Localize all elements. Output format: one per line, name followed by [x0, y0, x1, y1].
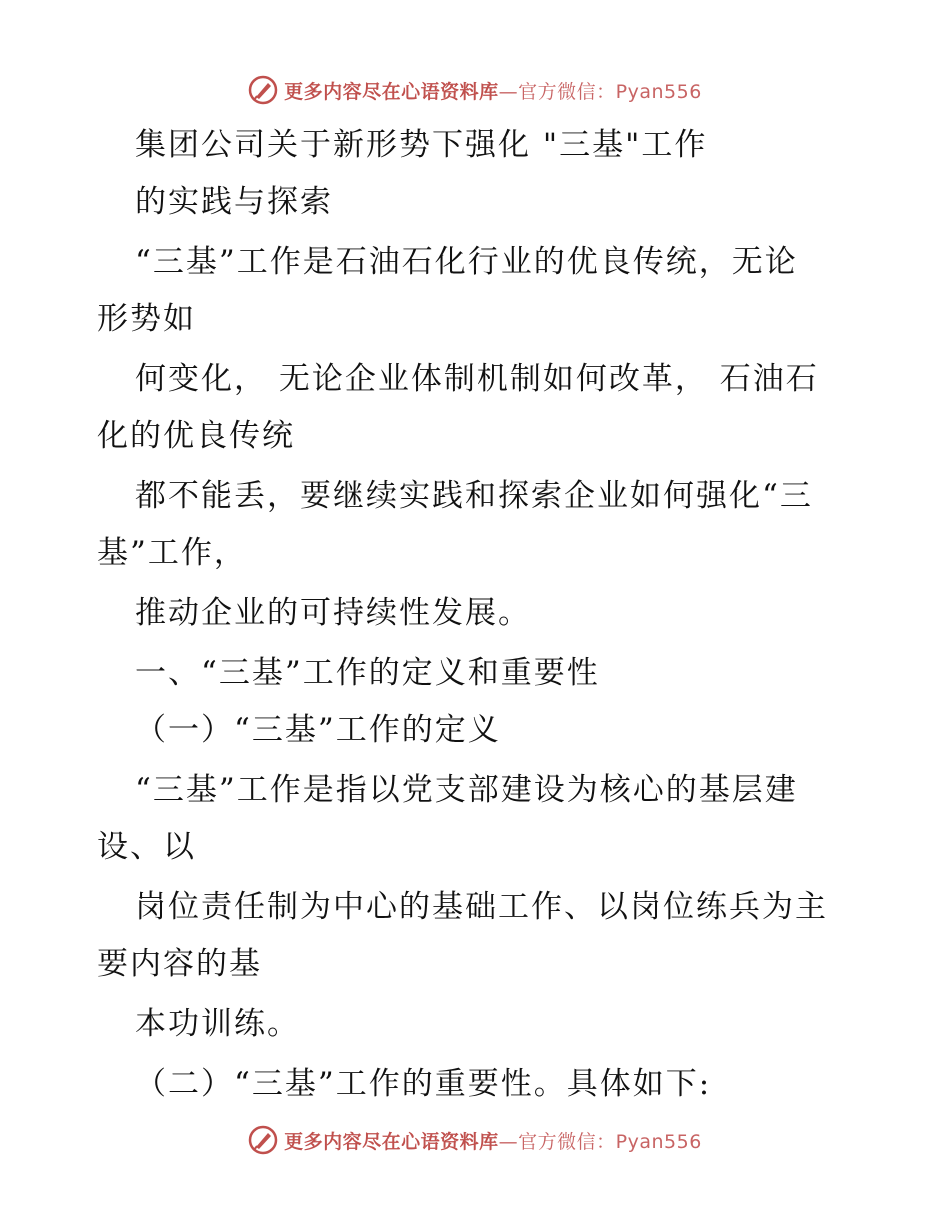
watermark-dash: — [498, 1130, 519, 1153]
watermark-contact: 官方微信：Pyan556 [518, 1130, 702, 1153]
subsection-heading-1: （一）“三基”工作的定义 [135, 712, 501, 748]
paragraph-line: 基”工作， [97, 535, 247, 571]
section-heading-1: 一、“三基”工作的定义和重要性 [135, 655, 600, 691]
doc-title-line-2: 的实践与探索 [135, 184, 333, 220]
footer-watermark [0, 1120, 950, 1160]
paragraph-line: 岗位责任制为中心的基础工作、以岗位练兵为主 [135, 889, 828, 925]
paragraph-line: 何变化， 无论企业体制机制如何改革， 石油石 [135, 361, 819, 397]
quill-pen-circle-icon [248, 75, 278, 105]
document-body [97, 125, 857, 1104]
paragraph-line: 设、以 [97, 829, 196, 865]
doc-title-line-1: 集团公司关于新形势下强化 "三基"工作 [135, 127, 708, 163]
header-watermark [0, 70, 950, 110]
paragraph-line: 都不能丢，要继续实践和探索企业如何强化“三 [135, 478, 813, 514]
watermark-brand: 更多内容尽在心语资料库 [284, 80, 499, 103]
paragraph-line: 本功训练。 [135, 1006, 300, 1042]
watermark-contact: 官方微信：Pyan556 [518, 80, 702, 103]
paragraph-line: 形势如 [97, 301, 196, 337]
paragraph-line: 化的优良传统 [97, 418, 295, 454]
watermark-brand: 更多内容尽在心语资料库 [284, 1130, 499, 1153]
watermark-dash: — [498, 80, 519, 103]
paragraph-line: “三基”工作是石油石化行业的优良传统，无论 [135, 244, 798, 280]
paragraph-line: 要内容的基 [97, 946, 262, 982]
quill-pen-circle-icon [248, 1125, 278, 1155]
paragraph-line: “三基”工作是指以党支部建设为核心的基层建 [135, 772, 798, 808]
paragraph-line: 推动企业的可持续性发展。 [135, 595, 531, 631]
subsection-heading-2: （二）“三基”工作的重要性。具体如下: [135, 1066, 712, 1102]
